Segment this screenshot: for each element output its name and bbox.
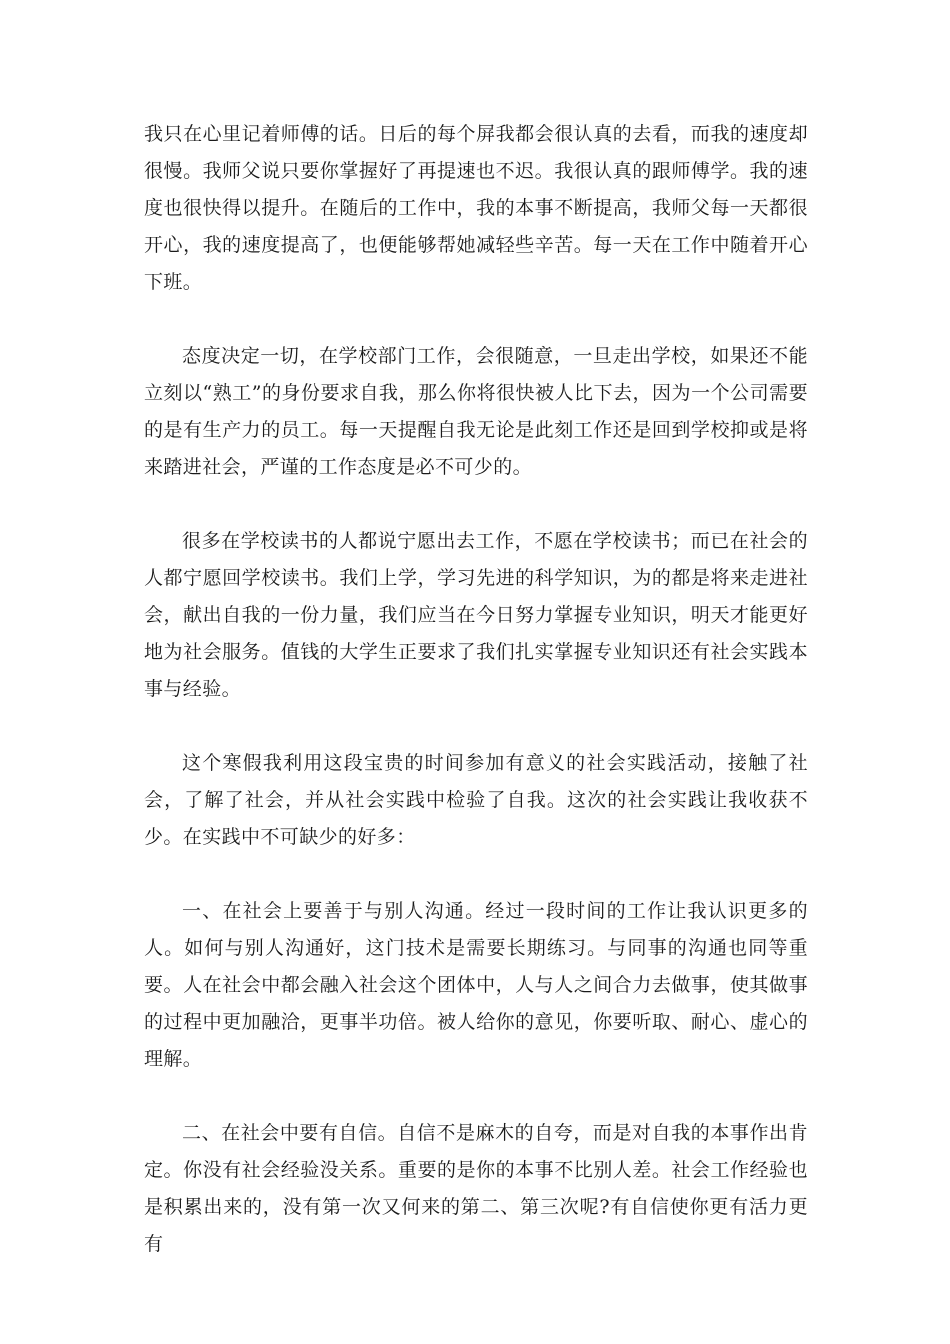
- paragraph-1: 我只在心里记着师傅的话。日后的每个屏我都会很认真的去看，而我的速度却很慢。我师父说只要你掌握好了再提速也不迟。我很认真的跟师傅学。我的速度也很快得以提升。在随后的工作中，我的本事不断提高，我师父每一天都很开心，我的速度提高了，也便能够帮她减轻些辛苦。每一天在工作中随着开心下班。: [144, 123, 808, 293]
- document-body: [144, 116, 808, 1263]
- paragraph-2: 态度决定一切，在学校部门工作，会很随意，一旦走出学校，如果还不能立刻以“熟工”的身份要求自我，那么你将很快被人比下去，因为一个公司需要的是有生产力的员工。每一天提醒自我无论是此刻工作还是回到学校抑或是将来踏进社会，严谨的工作态度是必不可少的。: [144, 345, 808, 478]
- paragraph-6: 二、在社会中要有自信。自信不是麻木的自夸，而是对自我的本事作出肯定。你没有社会经验没关系。重要的是你的本事不比别人差。社会工作经验也是积累出来的，没有第一次又何来的第二、第三次呢?有自信使你更有活力更有: [144, 1122, 808, 1255]
- paragraph-4: 这个寒假我利用这段宝贵的时间参加有意义的社会实践活动，接触了社会，了解了社会，并从社会实践中检验了自我。这次的社会实践让我收获不少。在实践中不可缺少的好多：: [144, 752, 808, 848]
- paragraph-3: 很多在学校读书的人都说宁愿出去工作，不愿在学校读书；而已在社会的人都宁愿回学校读书。我们上学，学习先进的科学知识，为的都是将来走进社会，献出自我的一份力量，我们应当在今日努力掌握专业知识，明天才能更好地为社会服务。值钱的大学生正要求了我们扎实掌握专业知识还有社会实践本事与经验。: [144, 530, 808, 700]
- paragraph-5: 一、在社会上要善于与别人沟通。经过一段时间的工作让我认识更多的人。如何与别人沟通好，这门技术是需要长期练习。与同事的沟通也同等重要。人在社会中都会融入社会这个团体中，人与人之间合力去做事，使其做事的过程中更加融洽，更事半功倍。被人给你的意见，你要听取、耐心、虚心的理解。: [144, 900, 808, 1070]
